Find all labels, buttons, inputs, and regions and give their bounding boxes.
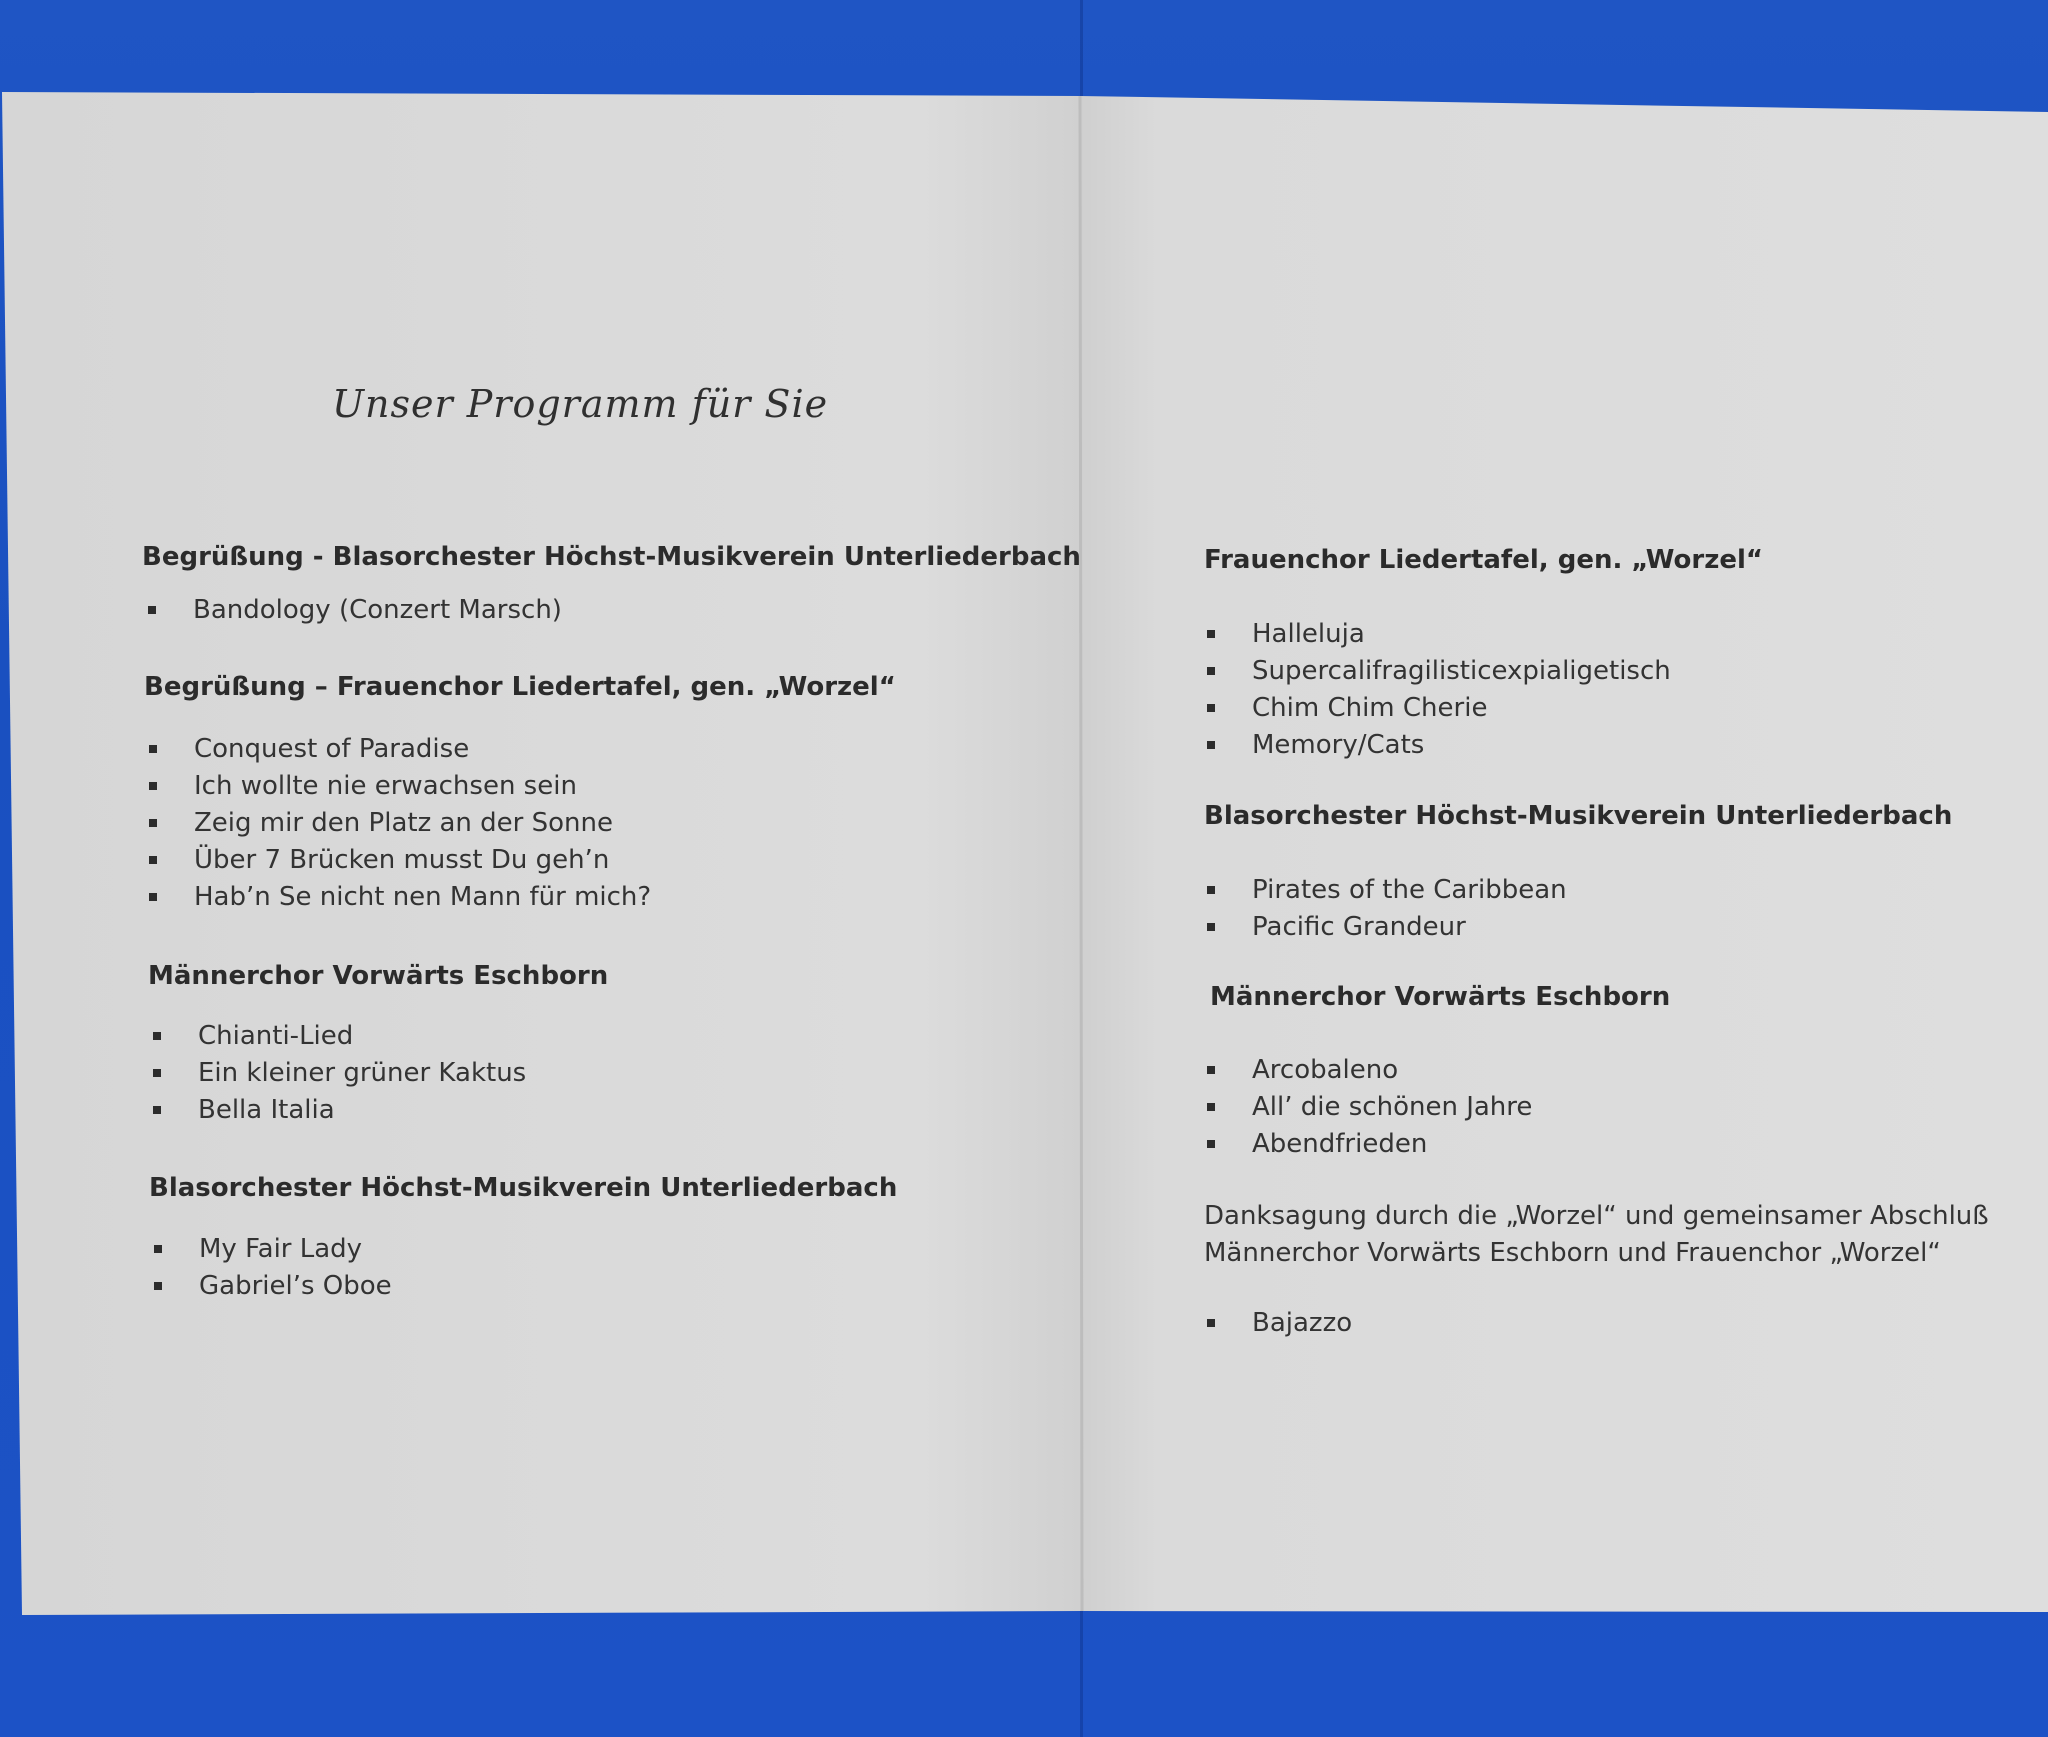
list-item	[1204, 1052, 1532, 1089]
list-item-label: Ein kleiner grüner Kaktus	[198, 1058, 527, 1088]
bullet-icon	[153, 1106, 161, 1114]
bullet-icon	[153, 1032, 161, 1040]
left-section-4-list	[151, 1231, 392, 1305]
left-section-3-heading: Männerchor Vorwärts Eschborn	[148, 961, 609, 991]
list-item-label: Bajazzo	[1252, 1308, 1353, 1338]
bullet-icon	[153, 1069, 161, 1077]
list-item	[1204, 872, 1567, 909]
list-item-label: Chim Chim Cherie	[1252, 693, 1488, 723]
list-item	[150, 1092, 526, 1129]
list-item-label: Chianti-Lied	[198, 1021, 354, 1051]
list-item	[1204, 909, 1567, 946]
list-item-label: Halleluja	[1252, 619, 1365, 649]
list-item	[1204, 727, 1671, 764]
list-item-label: Über 7 Brücken musst Du geh’n	[194, 845, 610, 875]
bullet-icon	[149, 745, 157, 753]
list-item	[146, 805, 651, 842]
bullet-icon	[1207, 704, 1215, 712]
right-section-3-list	[1204, 1052, 1532, 1163]
right-section-2-list	[1204, 872, 1567, 946]
left-section-1-list	[145, 592, 562, 629]
bullet-icon	[154, 1282, 162, 1290]
bullet-icon	[1207, 886, 1215, 894]
bullet-icon	[154, 1245, 162, 1253]
list-item-label: Hab’n Se nicht nen Mann für mich?	[194, 882, 652, 912]
list-item-label: Pacific Grandeur	[1252, 912, 1466, 942]
bullet-icon	[1207, 630, 1215, 638]
bullet-icon	[1207, 1103, 1215, 1111]
list-item	[1204, 690, 1671, 727]
list-item-label: Zeig mir den Platz an der Sonne	[194, 808, 613, 838]
left-section-2-heading: Begrüßung – Frauenchor Liedertafel, gen. „Worzel“	[144, 672, 896, 702]
left-section-2-list	[146, 731, 651, 916]
list-item	[145, 592, 562, 629]
list-item	[146, 768, 651, 805]
center-fold	[1080, 96, 1082, 1611]
bullet-icon	[1207, 667, 1215, 675]
right-section-2-heading: Blasorchester Höchst-Musikverein Unterliederbach	[1204, 801, 1953, 831]
list-item	[150, 1018, 526, 1055]
list-item-label: Pirates of the Caribbean	[1252, 875, 1567, 905]
left-section-4-heading: Blasorchester Höchst-Musikverein Unterliederbach	[149, 1173, 898, 1203]
bullet-icon	[149, 782, 157, 790]
list-item-label: Ich wollte nie erwachsen sein	[194, 771, 577, 801]
list-item-label: Bandology (Conzert Marsch)	[193, 595, 562, 625]
list-item-label: Abendfrieden	[1252, 1129, 1428, 1159]
list-item-label: Supercalifragilisticexpialigetisch	[1252, 656, 1671, 686]
list-item	[146, 879, 651, 916]
bullet-icon	[149, 893, 157, 901]
list-item	[146, 842, 651, 879]
bullet-icon	[1207, 741, 1215, 749]
closing-list	[1204, 1305, 1352, 1342]
list-item-label: All’ die schönen Jahre	[1252, 1092, 1533, 1122]
list-item	[151, 1231, 392, 1268]
list-item-label: Arcobaleno	[1252, 1055, 1399, 1085]
closing-line-1: Danksagung durch die „Worzel“ und gemeinsamer Abschluß	[1204, 1201, 1989, 1231]
right-section-1-list	[1204, 616, 1671, 764]
closing-line-2: Männerchor Vorwärts Eschborn und Frauenchor „Worzel“	[1204, 1238, 1941, 1268]
left-section-1-heading: Begrüßung - Blasorchester Höchst-Musikverein Unterliederbach	[142, 542, 1081, 572]
bullet-icon	[148, 606, 156, 614]
bullet-icon	[1207, 1140, 1215, 1148]
left-section-3-list	[150, 1018, 526, 1129]
list-item-label: Conquest of Paradise	[194, 734, 470, 764]
list-item	[1204, 1305, 1352, 1342]
bullet-icon	[1207, 923, 1215, 931]
list-item	[1204, 616, 1671, 653]
list-item-label: Memory/Cats	[1252, 730, 1425, 760]
list-item	[1204, 653, 1671, 690]
list-item-label: My Fair Lady	[199, 1234, 363, 1264]
bullet-icon	[1207, 1319, 1215, 1327]
closing-paragraph	[1204, 1198, 1989, 1272]
list-item-label: Bella Italia	[198, 1095, 335, 1125]
list-item	[1204, 1089, 1532, 1126]
list-item	[1204, 1126, 1532, 1163]
list-item	[150, 1055, 526, 1092]
right-section-1-heading: Frauenchor Liedertafel, gen. „Worzel“	[1204, 545, 1763, 575]
right-page	[1080, 96, 2048, 1612]
program-title: Unser Programm für Sie	[332, 382, 829, 426]
bullet-icon	[149, 819, 157, 827]
right-section-3-heading: Männerchor Vorwärts Eschborn	[1210, 982, 1671, 1012]
list-item	[151, 1268, 392, 1305]
bullet-icon	[1207, 1066, 1215, 1074]
list-item	[146, 731, 651, 768]
list-item-label: Gabriel’s Oboe	[199, 1271, 392, 1301]
bullet-icon	[149, 856, 157, 864]
